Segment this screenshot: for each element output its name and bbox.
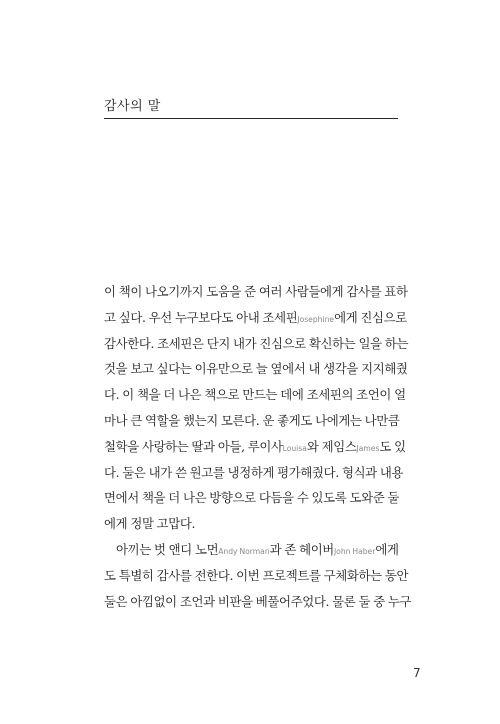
- name-gloss: Louisa: [282, 443, 307, 453]
- text-line: [104, 563, 422, 589]
- text-segment: 다. 둘은 내가 쓴 원고를 냉정하게 평가해줬다. 형식과 내용: [104, 464, 404, 480]
- text-segment: 철학을 사랑하는 딸과 아들, 루이사: [104, 438, 283, 454]
- text-segment: 것을 보고 싶다는 이유만으로 늘 옆에서 내 생각을 지지해줬: [104, 361, 408, 377]
- text-segment: 에게: [375, 541, 399, 557]
- text-line: [104, 537, 422, 563]
- text-segment: 면에서 책을 더 나은 방향으로 다듬을 수 있도록 도와준 둘: [104, 490, 400, 506]
- text-segment: 도 있: [379, 438, 406, 454]
- text-segment: 이 책이 나오기까지 도움을 준 여러 사람들에게 감사를 표하: [104, 284, 408, 299]
- text-segment: 와 제임스: [306, 438, 357, 454]
- text-line: [104, 511, 422, 537]
- text-line: [104, 356, 422, 382]
- text-segment: 도 특별히 감사를 전한다. 이번 프로젝트를 구체화하는 동안: [104, 567, 409, 583]
- text-segment: 에게 진심으로: [334, 309, 407, 325]
- text-segment: 아끼는 벗 앤디 노먼: [116, 541, 219, 557]
- chapter-title: 감사의 말: [104, 99, 161, 114]
- page-number: 7: [413, 666, 421, 680]
- text-line: [104, 434, 422, 460]
- name-gloss: John Haber: [333, 546, 376, 556]
- text-segment: 다. 이 책을 더 나은 책으로 만드는 데에 조세핀의 조언이 얼: [104, 387, 406, 403]
- text-line: [104, 382, 422, 408]
- text-segment: 고 싶다. 우선 누구보다도 아내 조세핀: [104, 309, 298, 325]
- text-segment: 감사한다. 조세핀은 단지 내가 진심으로 확신하는 일을 하는: [104, 335, 409, 351]
- text-line: [104, 408, 422, 434]
- name-gloss: Josephine: [297, 314, 335, 324]
- text-segment: 과 존 헤이버: [269, 541, 334, 557]
- acknowledgements-body: [104, 279, 422, 614]
- text-segment: 에게 정말 고맙다.: [104, 516, 196, 532]
- text-line: [104, 460, 422, 486]
- text-line: [104, 331, 422, 357]
- text-line: [104, 305, 422, 331]
- text-segment: 마나 큰 역할을 했는지 모른다. 운 좋게도 나에게는 나만큼: [104, 412, 400, 428]
- title-underline: [104, 118, 398, 119]
- name-gloss: James: [356, 443, 380, 453]
- text-line: [104, 589, 422, 615]
- text-line: [104, 279, 422, 305]
- text-line: [104, 485, 422, 511]
- name-gloss: Andy Norman: [218, 546, 270, 556]
- text-segment: 둘은 아낌없이 조언과 비판을 베풀어주었다. 물론 둘 중 누구: [104, 593, 412, 609]
